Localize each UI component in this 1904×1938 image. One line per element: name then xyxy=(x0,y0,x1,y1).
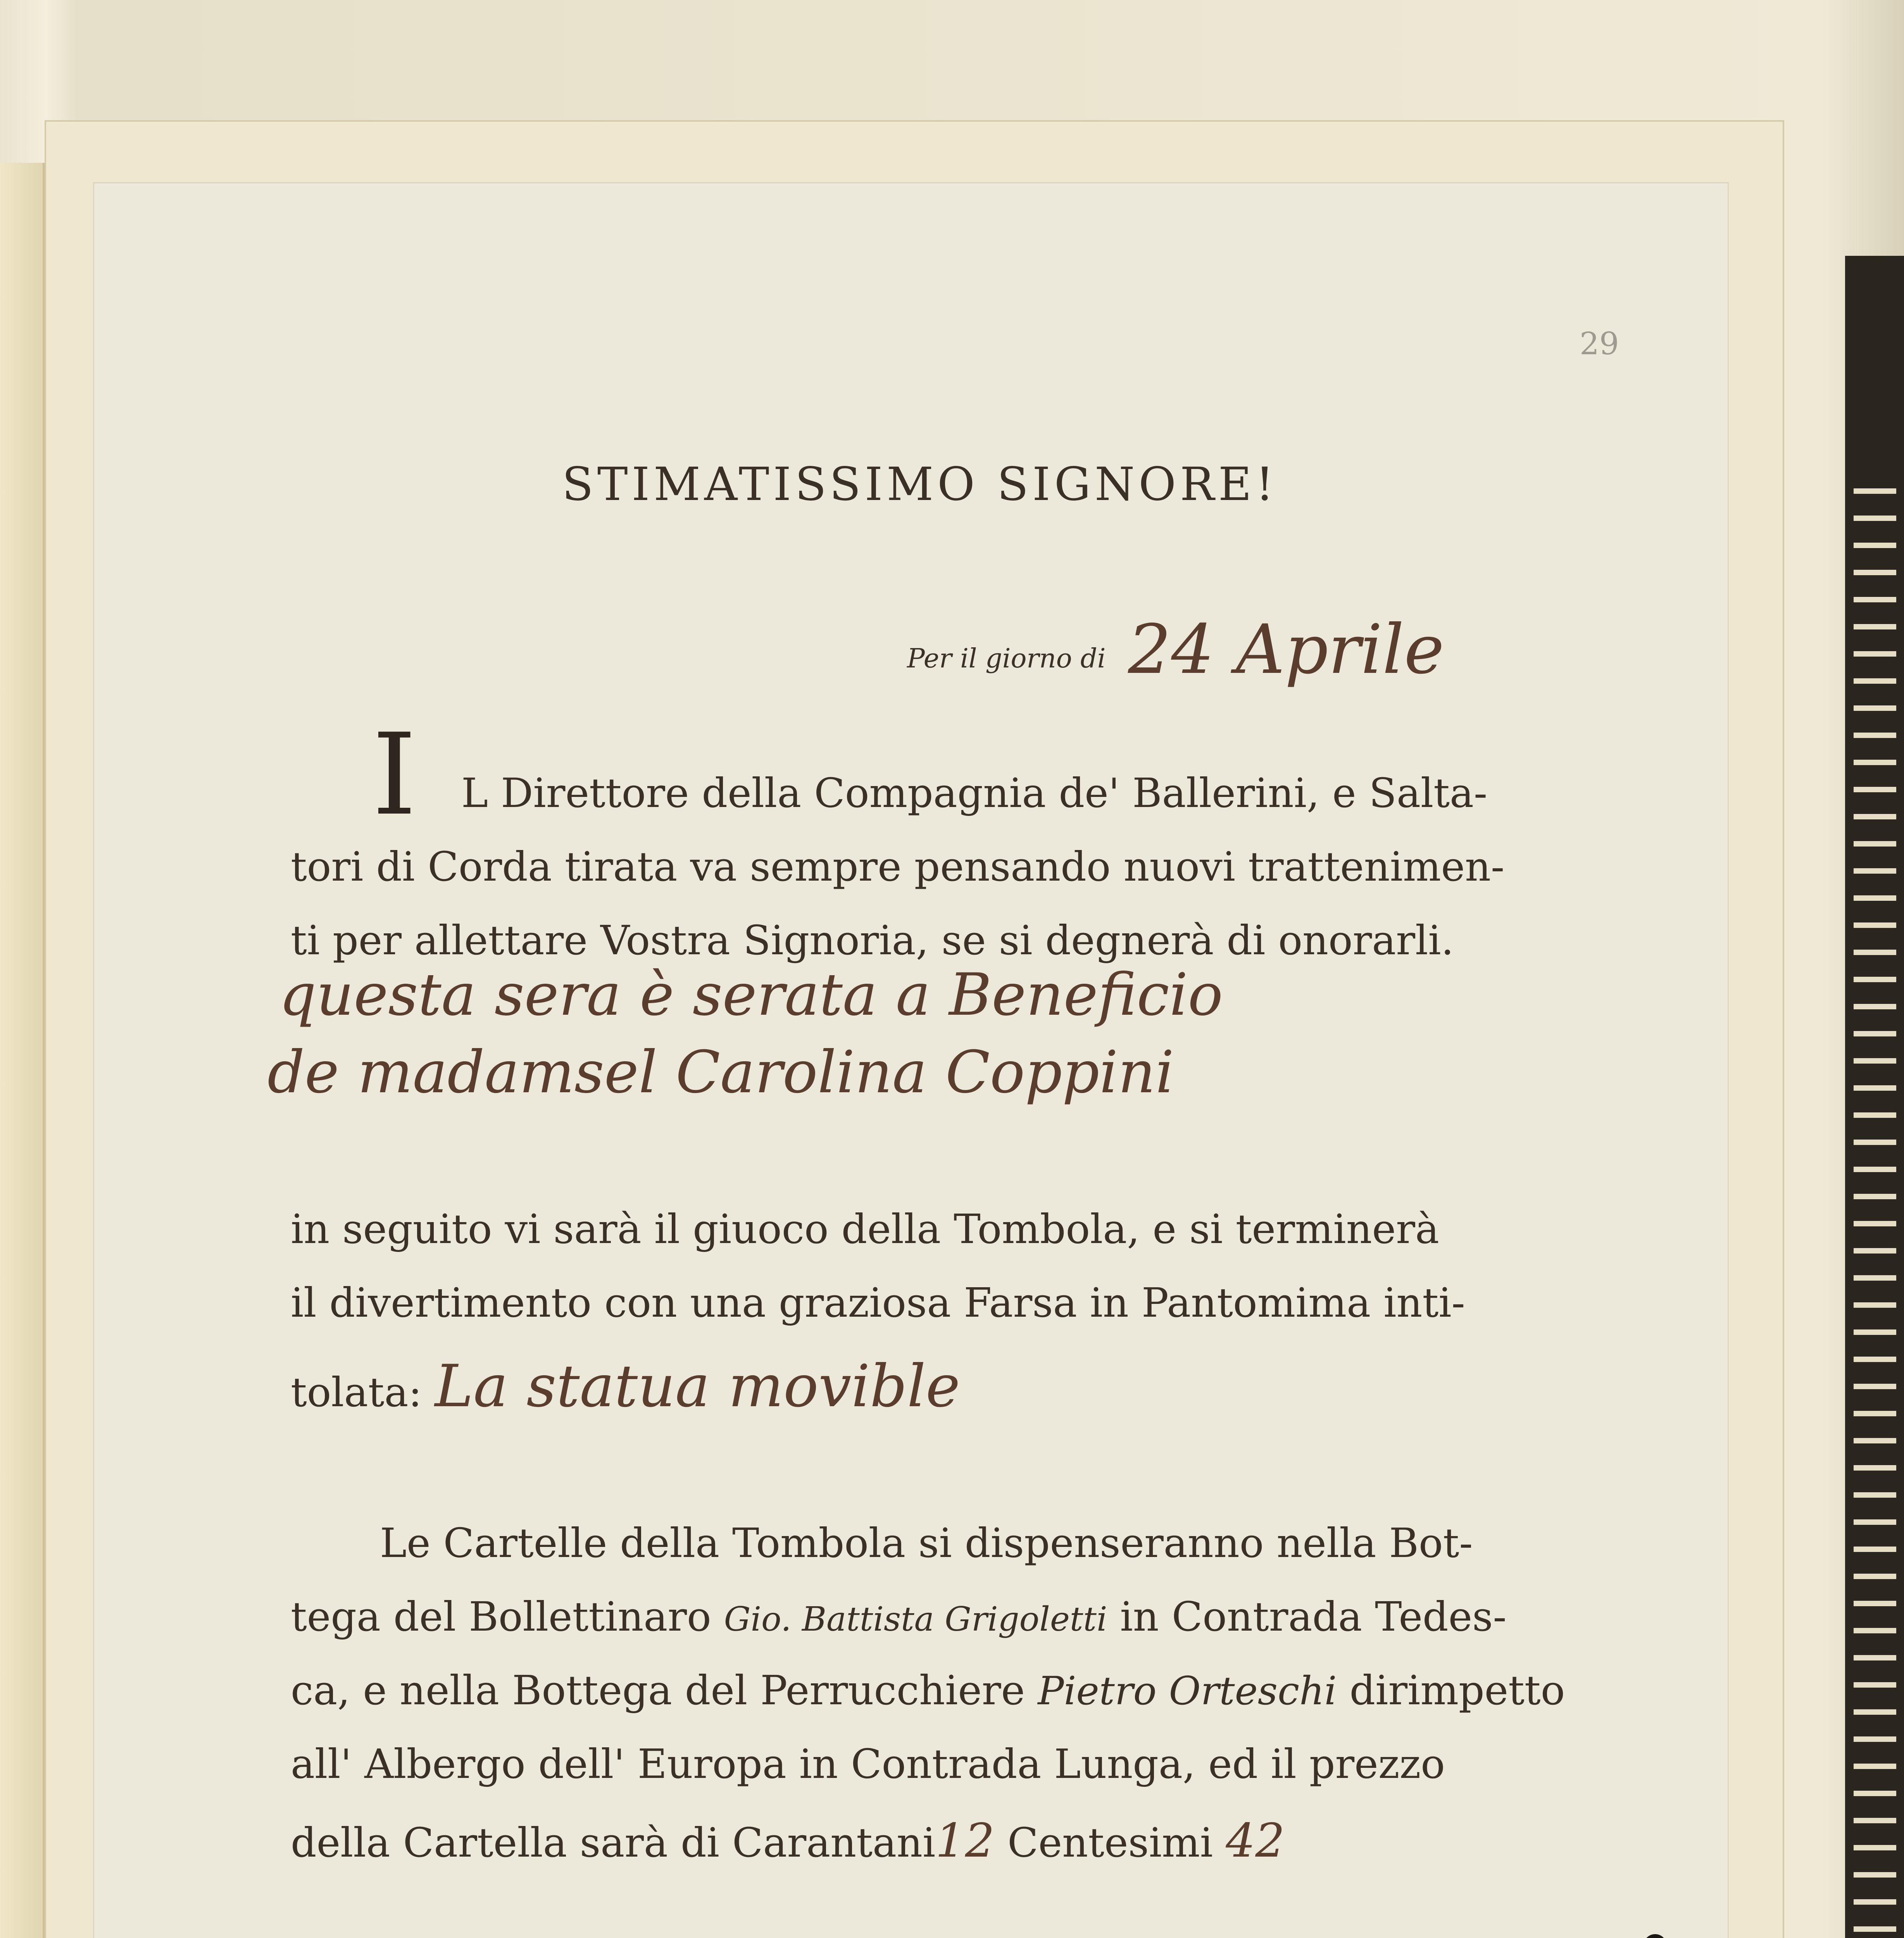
cartelle-line-2 xyxy=(291,1593,1507,1640)
handwritten-note-line-2: de madamsel Carolina Coppini xyxy=(267,1039,1174,1106)
cartelle-line-3-end: dirimpetto xyxy=(1349,1667,1565,1714)
continuation-line-2: il divertimento con una graziosa Farsa in Pantomima inti- xyxy=(291,1279,1465,1326)
continuation-line-3 xyxy=(291,1353,960,1420)
intro-line-3: ti per allettare Vostra Signoria, se si degnerà di onorarli. xyxy=(291,917,1454,964)
ornament-border xyxy=(1854,488,1896,1938)
page-number-note: 29 xyxy=(1580,326,1619,362)
cartelle-line-3 xyxy=(291,1667,1565,1714)
drop-cap: I xyxy=(372,710,417,840)
bollettinaro-name: Gio. Battista Grigoletti xyxy=(724,1600,1107,1639)
price-carantani-handwritten: 12 xyxy=(935,1814,995,1868)
price-centesimi-handwritten: 42 xyxy=(1226,1814,1285,1868)
cartelle-line-2-end: in Contrada Tedes- xyxy=(1120,1593,1507,1640)
date-printed: Per il giorno di xyxy=(907,643,1106,674)
page-title: STIMATISSIMO SIGNORE! xyxy=(562,457,1278,511)
continuation-line-1: in seguito vi sarà il giuoco della Tombola, e si terminerà xyxy=(291,1205,1439,1253)
cartelle-line-5 xyxy=(291,1814,1285,1868)
cartelle-line-3-text: ca, e nella Bottega del Perrucchiere xyxy=(291,1667,1025,1714)
price-centesimi-label: Centesimi xyxy=(1007,1819,1213,1866)
cartelle-line-4: all' Albergo dell' Europa in Contrada Lunga, ed il prezzo xyxy=(291,1740,1445,1788)
cartelle-line-1: Le Cartelle della Tombola si dispenseranno nella Bot- xyxy=(380,1519,1473,1567)
handwritten-note-line-1: questa sera è serata a Beneficio xyxy=(279,961,1223,1029)
farsa-title-handwritten: La statua movible xyxy=(435,1353,960,1420)
intro-line-1: L Direttore della Compagnia de' Ballerini, e Salta- xyxy=(461,769,1488,817)
date-handwritten: 24 Aprile xyxy=(1128,610,1444,689)
continuation-printed: tolata: xyxy=(291,1369,422,1416)
right-ornamental-strip xyxy=(1845,256,1904,1938)
cartelle-line-2-text: tega del Bollettinaro xyxy=(291,1593,711,1640)
intro-line-2: tori di Corda tirata va sempre pensando nuovi trattenimen- xyxy=(291,843,1505,890)
price-text: della Cartella sarà di Carantani xyxy=(291,1819,936,1866)
left-binding-edge xyxy=(0,163,45,1938)
perrucchiere-name: Pietro Orteschi xyxy=(1038,1668,1337,1714)
